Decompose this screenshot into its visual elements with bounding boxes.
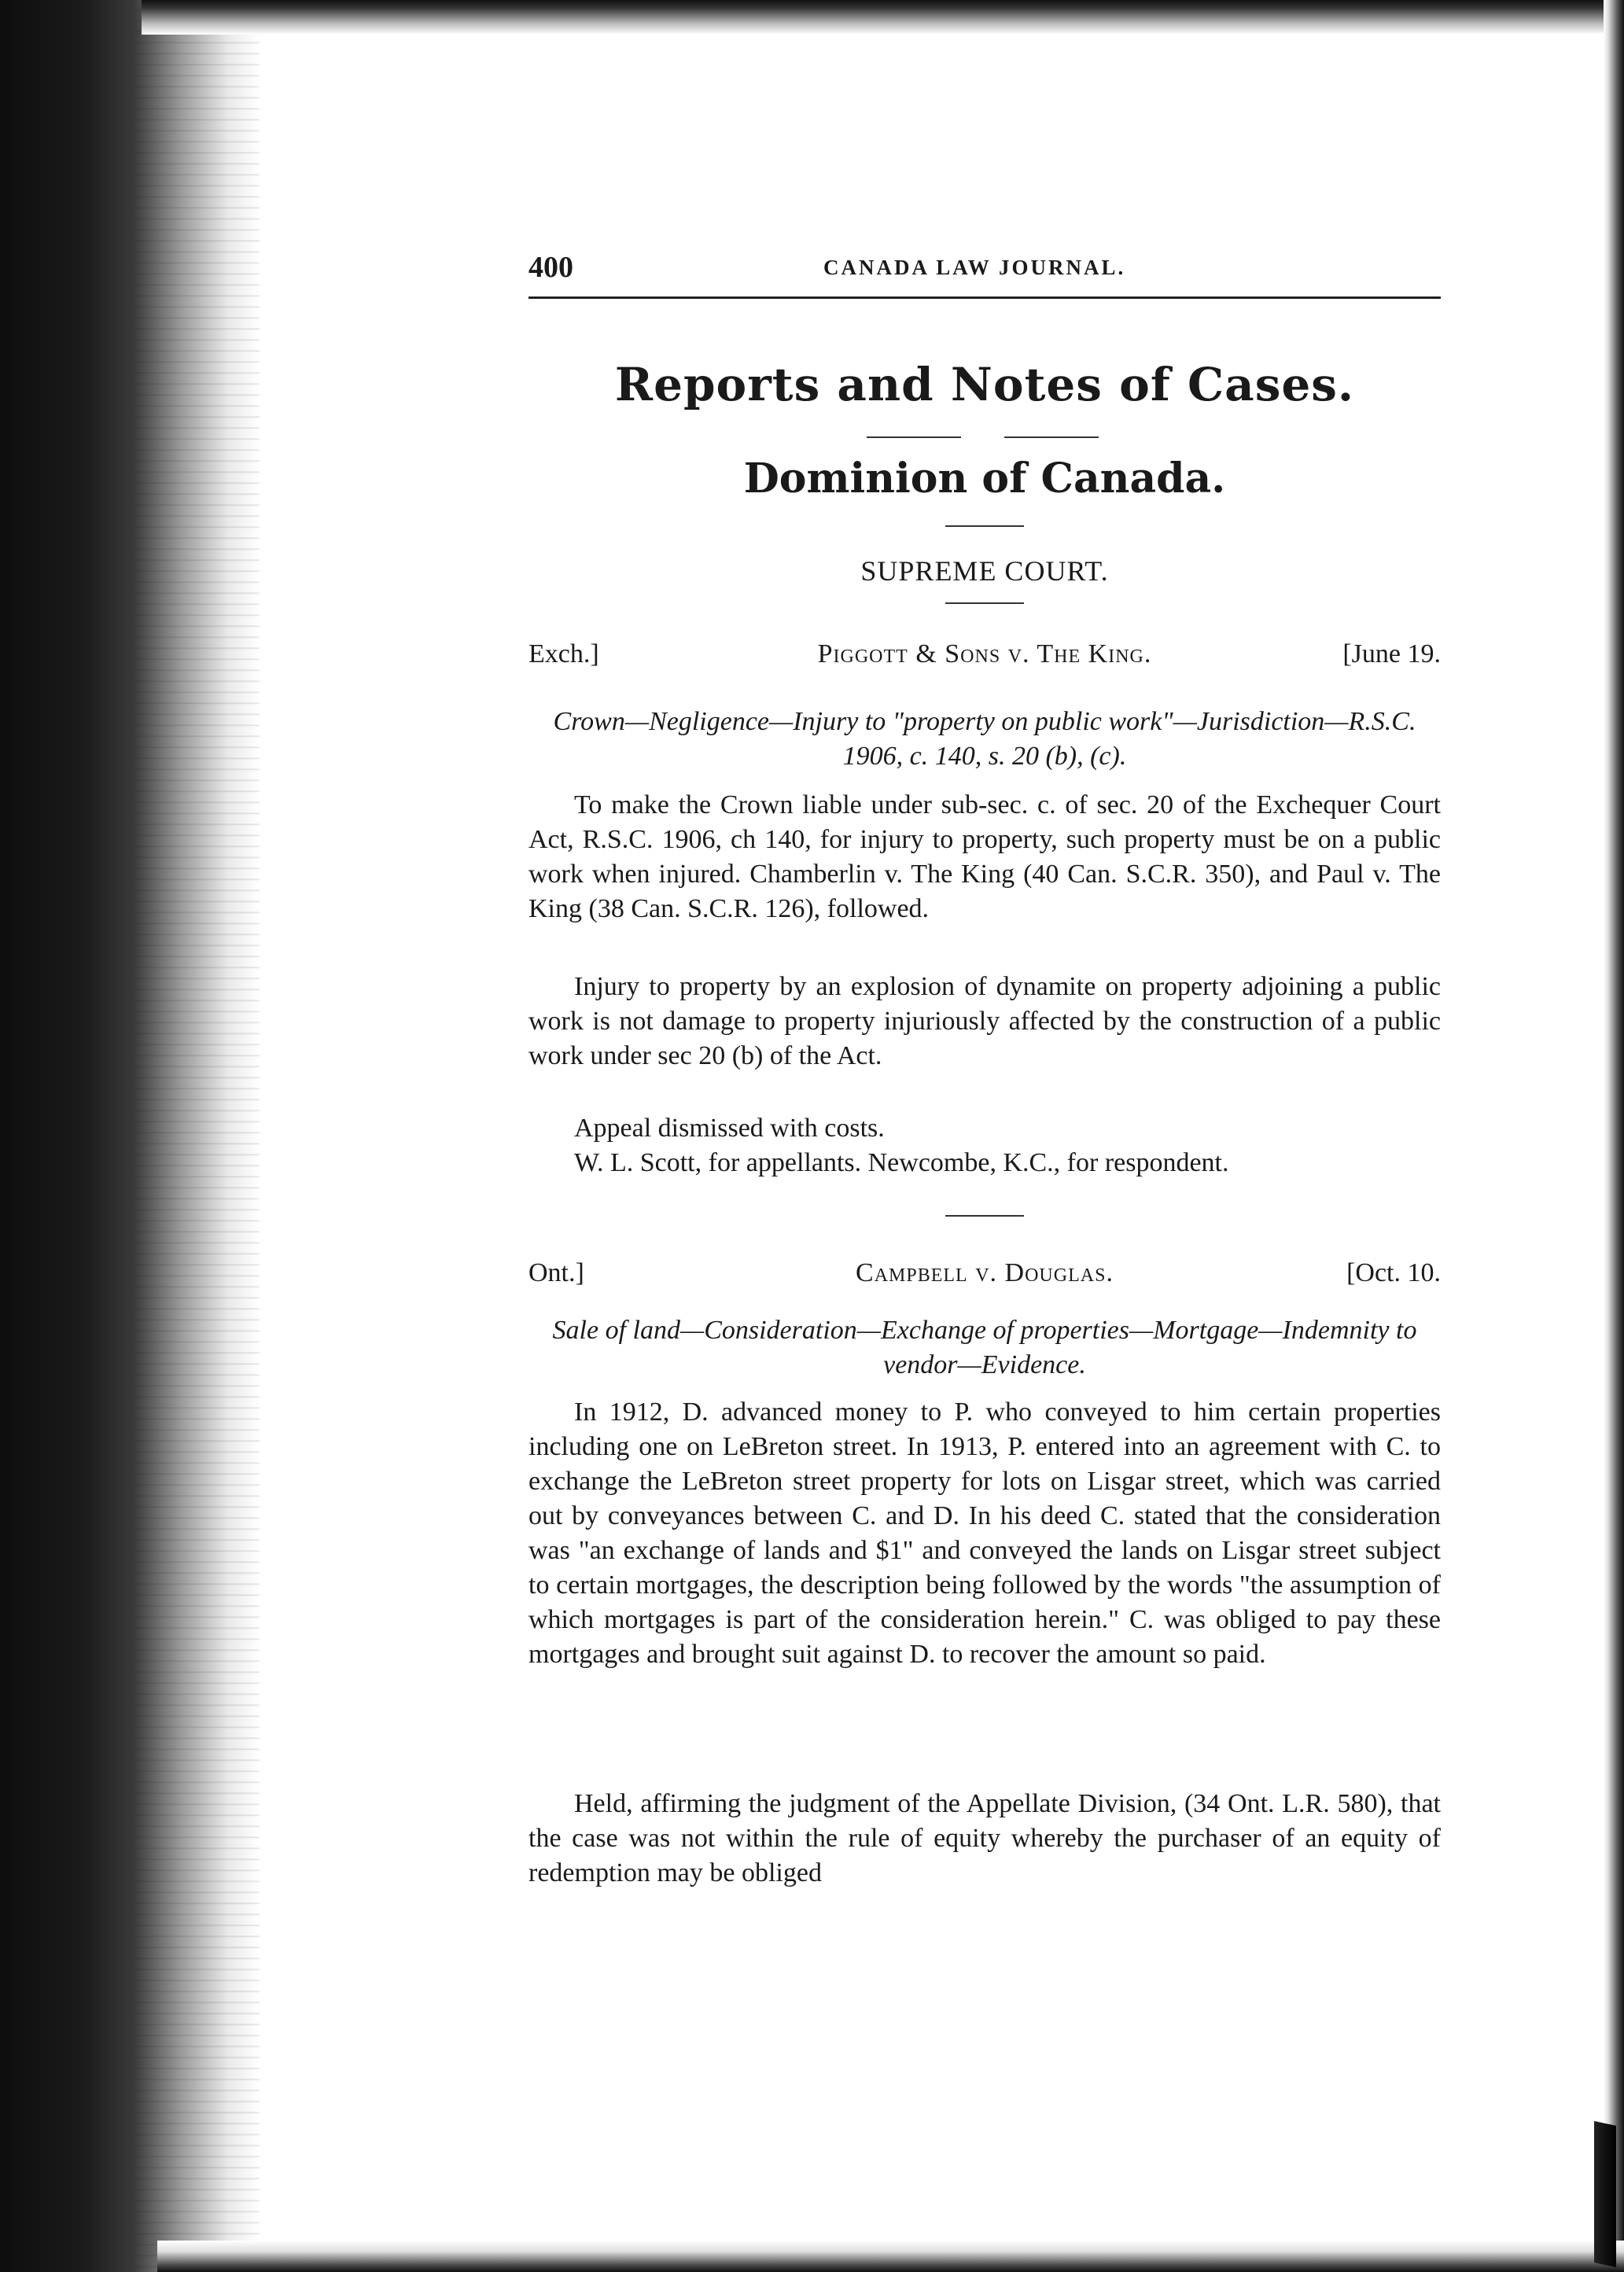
header-rule [528,296,1441,299]
case-date: [Oct. 10. [1346,1258,1441,1287]
section-rule-right [1004,436,1099,438]
court-rule [945,602,1024,604]
right-page-edge [1604,0,1624,2272]
case-heading [528,1258,1441,1294]
document-page [528,0,1441,2272]
case-paragraph: Appeal dismissed with costs. [574,1114,885,1143]
case-headnote: Crown—Negligence—Injury to "property on public work"—Jurisdiction—R.S.C. 1906, c. 140, s. 20 (b), (c). [553,707,1416,771]
subsection-rule [945,525,1024,527]
case-heading [528,639,1441,676]
section-title: Reports and Notes of Cases. [614,358,1355,411]
case-paragraph: In 1912, D. advanced money to P. who conveyed to him certain properties including one on LeBreton street. In 1913, P. entered into an agreement with C. to exchange the LeBreton street property for lots on Lisgar street, which was carried out by conveyances between C. and D. In his deed C. stated that the consideration was "an exchange of lands and $1" and conveyed the lands on Lisgar street subject to certain mortgages, the description being followed by the words "the assumption of which mortgages is part of the consideration herein." C. was obliged to pay these mortgages and brought suit against D. to recover the amount so paid. [528,1397,1441,1669]
running-head [528,250,1441,282]
case-divider-rule [945,1215,1024,1217]
case-title: Campbell v. Douglas. [856,1258,1114,1287]
binding-texture [134,0,260,2272]
journal-title: CANADA LAW JOURNAL. [823,256,1126,279]
section-rule-left [867,436,961,438]
case-headnote: Sale of land—Consideration—Exchange of properties—Mortgage—Indemnity to vendor—Evidence. [552,1316,1417,1379]
case-court: Ont.] [528,1258,584,1287]
case-title: Piggott & Sons v. The King. [817,639,1152,668]
page-corner-tab [1594,2121,1616,2267]
case-paragraph: Held, affirming the judgment of the Appellate Division, (34 Ont. L.R. 580), that the case was not within the rule of equity whereby the purchaser of an equity of redemption may be obliged [528,1789,1441,1887]
court-title: SUPREME COURT. [860,555,1109,587]
case-paragraph: Injury to property by an explosion of dynamite on property adjoining a public work is not damage to property injuriously affected by the construction of a public work under sec 20 (b) of the Act. [528,972,1441,1070]
case-date: [June 19. [1342,639,1441,668]
case-court: Exch.] [528,639,599,668]
case-paragraph: To make the Crown liable under sub-sec. c. of sec. 20 of the Exchequer Court Act, R.S.C. 1906, ch 140, for injury to property, such property must be on a public work when injured. Chamberlin v. The King (40 Can. S.C.R. 350), and Paul v. The King (38 Can. S.C.R. 126), followed. [528,790,1441,923]
case-paragraph: W. L. Scott, for appellants. Newcombe, K.C., for respondent. [574,1148,1229,1177]
subsection-title: Dominion of Canada. [743,455,1226,503]
page-number: 400 [528,251,573,284]
